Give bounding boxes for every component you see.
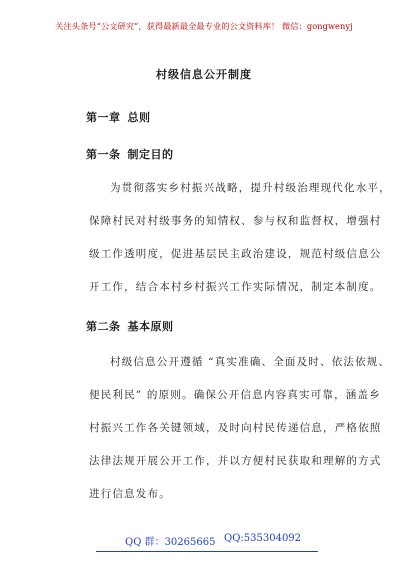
chapter-name: 总则 (127, 111, 151, 124)
footer-qq: QQ:535304092 (224, 533, 302, 544)
article-1-line-4: 开工作，结合本村乡村振兴工作实际情况，制定本制度。 (89, 281, 382, 293)
article-1-line-3: 级工作透明度，促进基层民主政治建设，规范村级信息公 (89, 248, 382, 260)
promo-banner: 关注头条号“公文研究”，获得最新最全最专业的公文资料库！ 微信：gongwenyj (55, 21, 353, 31)
chapter-heading (86, 109, 151, 125)
article-2-line-4: 法律法规开展公开工作，并以方便村民获取和理解的方式 (89, 455, 382, 467)
article-1-label: 第一条 (86, 148, 121, 161)
page-footer (0, 523, 408, 553)
article-1-heading (86, 146, 174, 162)
chapter-label: 第一章 (86, 111, 121, 124)
footer-qq-group: QQ 群：30265665 (125, 537, 216, 548)
article-2-heading (86, 318, 174, 334)
footer-underline (96, 551, 318, 552)
article-2-line-3: 村振兴工作各关键领域，及时向村民传递信息，严格依照 (89, 422, 382, 434)
article-1-line-1: 为贯彻落实乡村振兴战略，提升村级治理现代化水平， (110, 182, 391, 194)
article-2-label: 第二条 (86, 320, 121, 333)
article-2-line-1: 村级信息公开遵循 “真实准确、全面及时、依法依规、 (110, 356, 391, 368)
document-title: 村级信息公开制度 (156, 68, 252, 81)
article-2-line-2: 便民利民” 的原则。确保公开信息内容真实可靠，涵盖乡 (89, 389, 381, 401)
article-1-name: 制定目的 (127, 148, 174, 161)
article-2-line-5: 进行信息发布。 (89, 488, 171, 500)
article-2-name: 基本原则 (127, 320, 174, 333)
article-1-line-2: 保障村民对村级事务的知情权、参与权和监督权，增强村 (89, 215, 382, 227)
